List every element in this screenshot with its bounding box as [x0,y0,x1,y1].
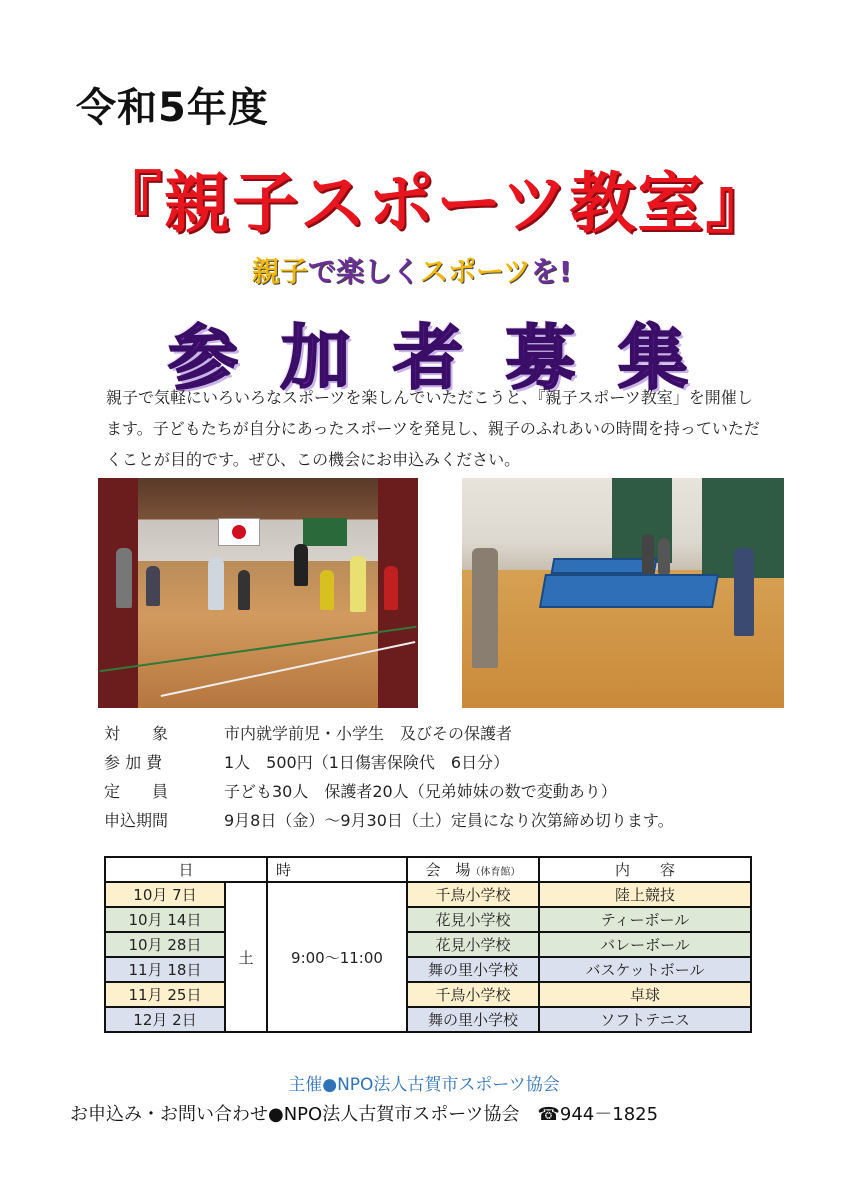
header-venue: 会 場（体育館） [407,857,539,882]
person-figure [116,548,132,608]
date-cell: 12月 2日 [105,1007,225,1032]
date-cell: 11月 25日 [105,982,225,1007]
person-figure [384,566,398,610]
recruit-char: 参 [168,317,238,399]
person-figure [350,556,366,612]
info-key: 対 象 [104,724,169,743]
date-cell: 10月 28日 [105,932,225,957]
running-photo [98,478,418,708]
info-key: 参 加 費 [104,753,163,772]
info-row [104,747,674,776]
info-value: 子ども30人 保護者20人（兄弟姉妹の数で変動あり） [224,782,617,801]
table-row [105,882,751,907]
recruit-char: 者 [393,317,463,399]
info-value: 9月8日（金）～9月30日（土）定員になり次第締め切ります。 [224,811,674,830]
tagline [252,250,572,290]
info-value: 市内就学前児・小学生 及びその保護者 [224,724,513,743]
date-cell: 10月 14日 [105,907,225,932]
info-key: 申込期間 [104,811,169,830]
info-row [104,805,674,834]
year-heading: 令和5年度 [76,85,269,131]
sponsor-line: 主催●NPO法人古賀市スポーツ協会 [288,1075,560,1095]
venue-cell: 花見小学校 [407,907,539,932]
header-date: 日 [105,857,267,882]
info-key: 定 員 [104,782,169,801]
content-cell: 陸上競技 [539,882,751,907]
tagline-part: 親子 [252,255,309,288]
venue-cell: 舞の里小学校 [407,1007,539,1032]
venue-cell: 千鳥小学校 [407,982,539,1007]
table-row [105,982,751,1007]
content-cell: ティーボール [539,907,751,932]
person-figure [658,538,670,574]
table-row [105,957,751,982]
person-figure [208,558,224,610]
recruit-char: 募 [505,317,576,399]
schedule-header-row [105,857,751,882]
date-cell: 10月 7日 [105,882,225,907]
tagline-part: スポーツ [420,255,531,288]
time-cell: 9:00～11:00 [267,882,407,1032]
venue-cell: 花見小学校 [407,932,539,957]
schedule-table [104,856,752,1033]
person-figure [238,570,250,610]
header-content: 内 容 [539,857,751,882]
person-figure [472,548,498,668]
date-cell: 11月 18日 [105,957,225,982]
banner [303,518,347,546]
recruit-char: 集 [618,317,688,399]
content-cell: 卓球 [539,982,751,1007]
info-value: 1人 500円（1日傷害保険代 6日分） [224,753,510,772]
tagline-part: を! [530,255,572,288]
person-figure [734,548,754,636]
content-cell: ソフトテニス [539,1007,751,1032]
tagline-part: で楽しく [308,255,421,288]
venue-cell: 千鳥小学校 [407,882,539,907]
info-list [104,718,674,834]
recruit-char: 加 [280,317,351,399]
person-figure [642,534,654,574]
intro-paragraph: 親子で気軽にいろいろなスポーツを楽しんでいただこうと、『親子スポーツ教室」を開催します。子どもたちが自分にあったスポーツを発見し、親子のふれあいの時間を持っていただくことが目的です。ぜひ、この機会にお申込みください。 [106,388,760,469]
event-title: 『親子スポーツ教室』 [96,165,774,242]
person-figure [146,566,160,606]
header-time: 時 [267,857,407,882]
person-figure [320,570,334,610]
person-figure [294,544,308,586]
content-cell: バスケットボール [539,957,751,982]
weekday-cell: 土 [225,882,267,1032]
flag-icon [218,518,260,546]
table-row [105,1007,751,1032]
venue-cell: 舞の里小学校 [407,957,539,982]
ping-pong-table [539,574,719,608]
contact-line: お申込み・お問い合わせ●NPO法人古賀市スポーツ協会 ☎944－1825 [70,1104,659,1125]
content-cell: バレーボール [539,932,751,957]
table-tennis-photo [462,478,784,708]
info-row [104,776,674,805]
table-row [105,907,751,932]
court-line [99,626,416,673]
info-row [104,718,674,747]
table-row [105,932,751,957]
